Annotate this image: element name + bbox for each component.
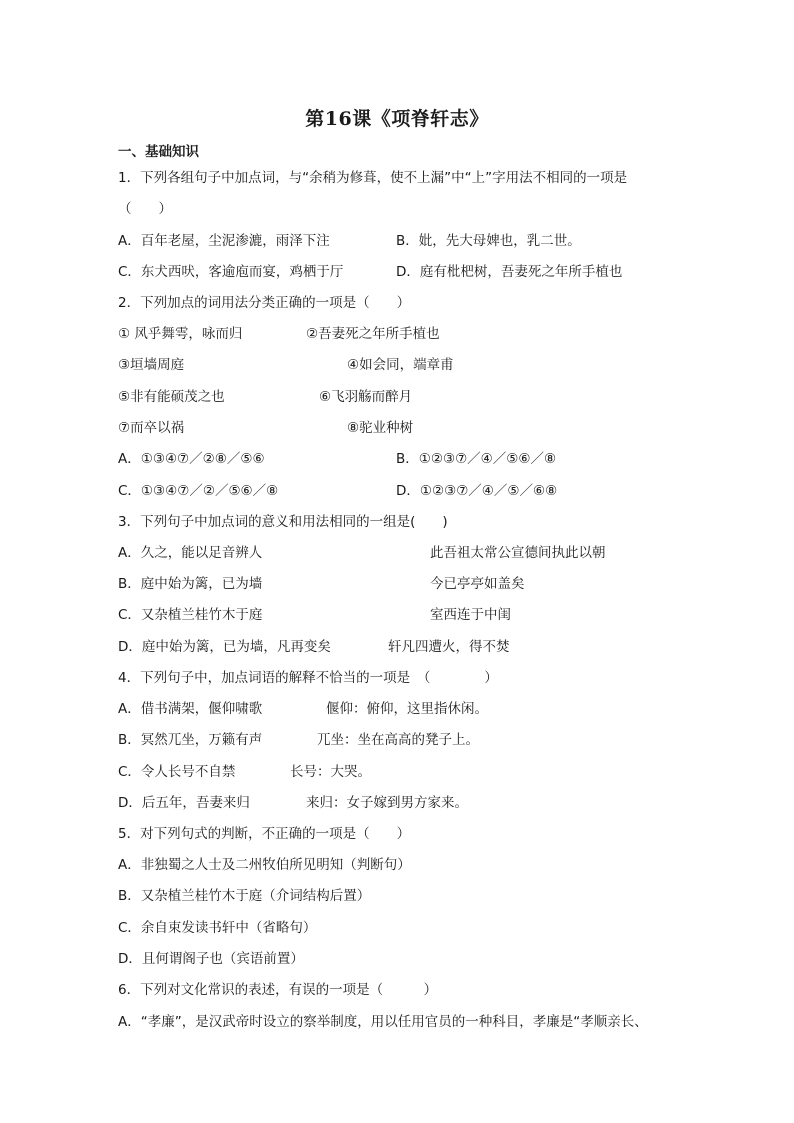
question-3-option-b: B．庭中始为篱，已为墙: [118, 576, 263, 592]
question-2-item-5: ⑤非有能硕茂之也: [118, 389, 225, 405]
question-2-item-3: ③垣墙周庭: [118, 357, 185, 373]
question-4-option-c-gloss: 长号：大哭。: [290, 764, 371, 780]
question-2-item-4: ④如会同，端章甫: [347, 357, 454, 373]
question-1-option-b: B．妣，先大母婢也，乳二世。: [396, 233, 581, 249]
question-2-item-8: ⑧驼业种树: [347, 420, 414, 436]
question-4-option-a: A．借书满架，偃仰啸歌: [118, 701, 263, 717]
question-1-option-a: A．百年老屋，尘泥渗漉，雨泽下注: [118, 233, 330, 249]
question-2-item-2: ②吾妻死之年所手植也: [306, 326, 440, 342]
question-4-option-c: C．令人长号不自禁: [118, 764, 236, 780]
question-4-option-d: D．后五年，吾妻来归: [118, 795, 250, 811]
question-3-option-d: D．庭中始为篱，已为墙，凡再变矣: [118, 639, 331, 655]
question-4-option-b: B．冥然兀坐，万籁有声: [118, 732, 263, 748]
question-3-option-b-pair: 今已亭亭如盖矣: [430, 576, 525, 592]
question-5-option-a: A．非独蜀之人士及二州牧伯所见明知（判断句）: [118, 857, 411, 873]
question-2-option-a: A．①③④⑦／②⑧／⑤⑥: [118, 451, 265, 467]
question-6-option-a: A．“孝廉”，是汉武帝时设立的察举制度，用以任用官员的一种科目，孝廉是“孝顺亲长、: [118, 1014, 648, 1030]
question-5-option-b: B．又杂植兰桂竹木于庭（介词结构后置）: [118, 888, 371, 904]
question-2-stem: 2．下列加点的词用法分类正确的一项是（ ）: [118, 295, 411, 311]
question-3-stem: 3．下列句子中加点词的意义和用法相同的一组是( ): [118, 514, 448, 530]
question-1-stem: 1．下列各组句子中加点词，与“余稍为修葺，使不上漏”中“上”字用法不相同的一项是: [118, 170, 628, 186]
question-3-option-c: C．又杂植兰桂竹木于庭: [118, 607, 263, 623]
question-3-option-a-pair: 此吾祖太常公宣德间执此以朝: [430, 545, 606, 561]
question-4-option-a-gloss: 偃仰：俯仰，这里指休闲。: [326, 701, 488, 717]
question-1-answer-paren: （ ）: [118, 201, 172, 217]
question-1-option-d: D．庭有枇杷树，吾妻死之年所手植也: [396, 264, 623, 280]
question-2-option-b: B．①②③⑦／④／⑤⑥／⑧: [396, 451, 557, 467]
question-2-item-1: ① 风乎舞雩，咏而归: [118, 326, 243, 342]
question-4-option-b-gloss: 兀坐：坐在高高的凳子上。: [317, 732, 479, 748]
question-5-option-d: D．且何谓阁子也（宾语前置）: [118, 951, 304, 967]
question-2-item-6: ⑥飞羽觞而醉月: [319, 389, 413, 405]
page-title: 第16课《项脊轩志》: [305, 108, 489, 130]
question-5-stem: 5．对下列句式的判断，不正确的一项是（ ）: [118, 826, 411, 842]
question-3-option-a: A．久之，能以足音辨人: [118, 545, 263, 561]
question-2-item-7: ⑦而卒以祸: [118, 420, 185, 436]
question-2-option-d: D．①②③⑦／④／⑤／⑥⑧: [396, 483, 558, 499]
section-heading: 一、基础知识: [118, 144, 199, 160]
question-1-option-c: C．东犬西吠，客逾庖而宴，鸡栖于厅: [118, 264, 344, 280]
question-5-option-c: C．余自束发读书轩中（省略句）: [118, 920, 317, 936]
question-4-option-d-gloss: 来归：女子嫁到男方家来。: [306, 795, 468, 811]
question-4-stem: 4．下列句子中，加点词语的解释不恰当的一项是 （ ）: [118, 670, 498, 686]
question-2-option-c: C．①③④⑦／②／⑤⑥／⑧: [118, 483, 279, 499]
question-6-stem: 6．下列对文化常识的表述，有误的一项是（ ）: [118, 982, 438, 998]
question-3-option-d-pair: 轩凡四遭火，得不焚: [388, 639, 510, 655]
question-3-option-c-pair: 室西连于中闺: [430, 607, 511, 623]
